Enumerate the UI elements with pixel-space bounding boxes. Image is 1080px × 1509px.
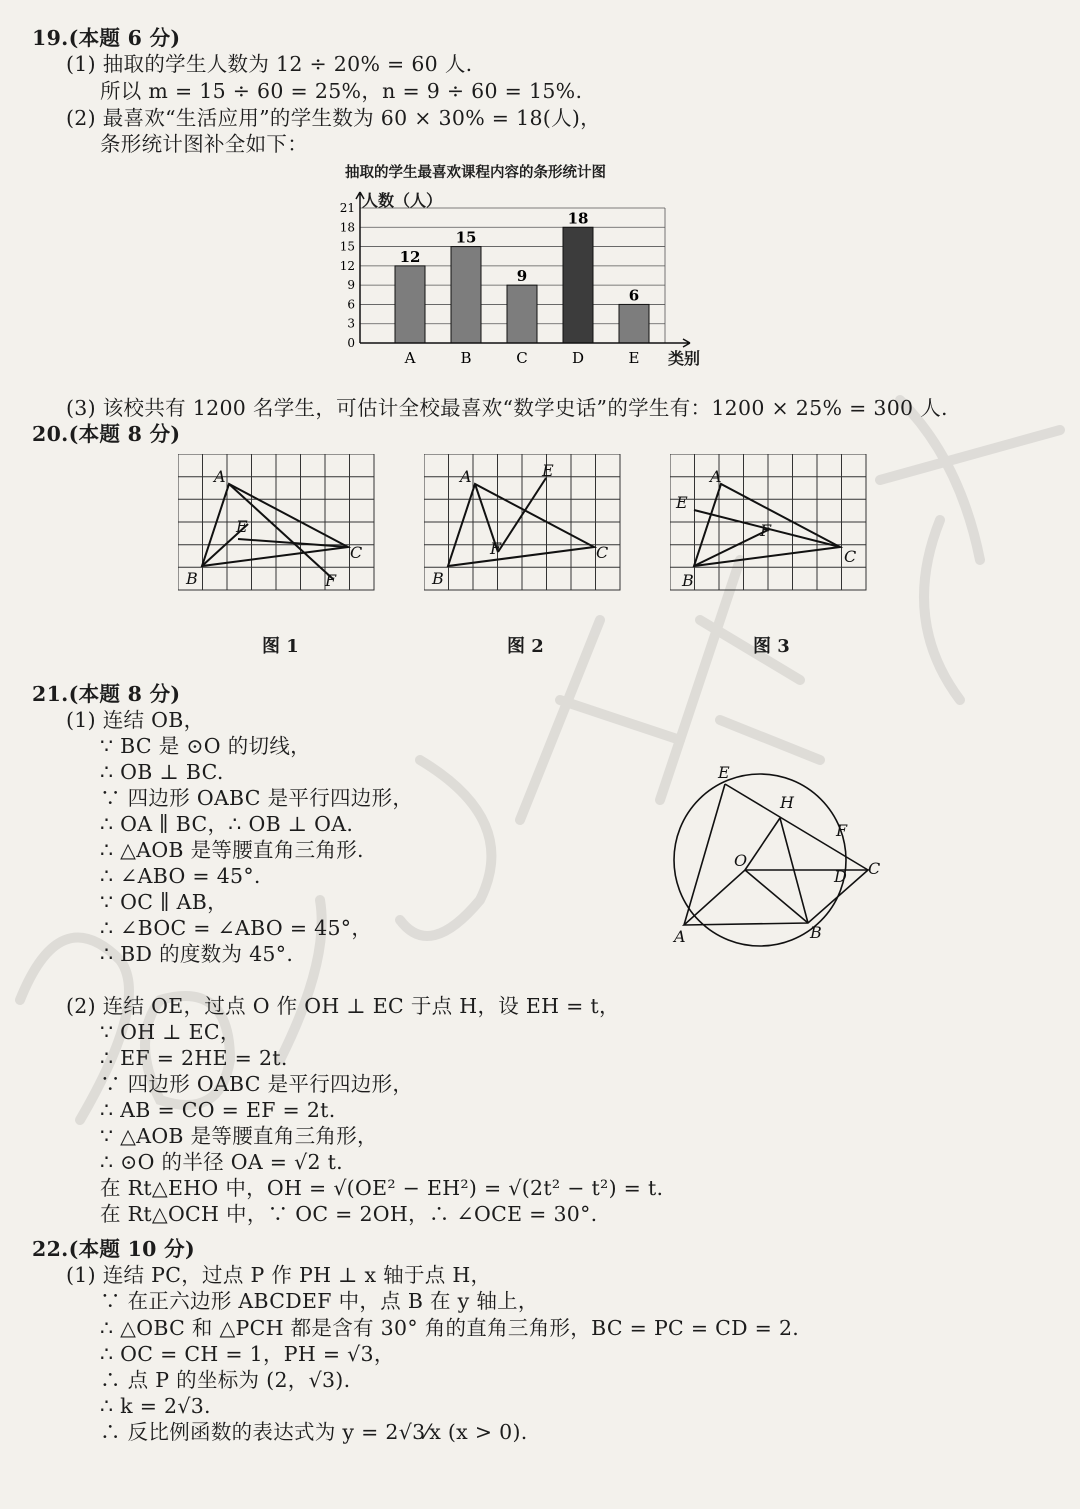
circle-label-h: H	[780, 793, 794, 812]
q19-part3: (3) 该校共有 1200 名学生，可估计全校最喜欢“数学史话”的学生有：1200 × 25% = 300 人.	[66, 396, 948, 420]
fig3-label-c: C	[844, 547, 857, 566]
q21-line: ∵ OC ∥ AB，	[100, 890, 228, 914]
category-label: A	[404, 349, 416, 367]
circle-label-b: B	[810, 923, 822, 942]
q19-header: 19.(本题 6 分)	[32, 26, 181, 50]
fig3-label-a: A	[710, 467, 722, 486]
y-axis	[356, 192, 364, 343]
q19-part1b: 所以 m = 15 ÷ 60 = 25%，n = 9 ÷ 60 = 15%.	[100, 79, 583, 103]
grid-figure-2	[424, 454, 624, 594]
y-tick-label: 0	[347, 336, 355, 350]
fig2-caption: 图 2	[507, 636, 544, 657]
y-tick-label: 9	[347, 278, 355, 293]
q21-line: ∵ OH ⊥ EC，	[100, 1020, 241, 1044]
q19-part1: (1) 抽取的学生人数为 12 ÷ 20% = 60 人.	[66, 52, 473, 76]
q21-line: (1) 连结 OB，	[66, 708, 205, 732]
fig2-label-b: B	[432, 569, 444, 588]
category-label: C	[516, 349, 528, 367]
watermark-text: 2019金华中考	[0, 0, 7, 1]
y-tick-label: 15	[339, 239, 355, 254]
q21-line: (2) 连结 OE，过点 O 作 OH ⊥ EC 于点 H，设 EH = t，	[66, 994, 620, 1018]
bar-value-label: 18	[567, 209, 589, 228]
q21-line: ∵ 四边形 OABC 是平行四边形，	[100, 786, 414, 810]
fig1-label-f: F	[325, 571, 337, 590]
q19-part2: (2) 最喜欢“生活应用”的学生数为 60 × 30% = 18(人)，	[66, 106, 601, 130]
circle-label-d: D	[834, 867, 847, 886]
bar-value-label: 6	[628, 286, 640, 305]
q21-line: ∴ BD 的度数为 45°.	[100, 942, 294, 966]
y-tick-label: 18	[339, 220, 355, 235]
q21-line: ∴ AB = CO = EF = 2t.	[100, 1098, 336, 1122]
y-tick-label: 12	[339, 258, 355, 273]
fig1-caption: 图 1	[262, 636, 299, 657]
category-label: D	[571, 349, 585, 367]
bar-e	[619, 304, 649, 343]
bar-value-label: 12	[399, 247, 421, 266]
fig1-label-b: B	[186, 569, 198, 588]
fig1-label-e: E	[236, 517, 248, 536]
q22-line: ∴ 反比例函数的表达式为 y = 2√3⁄x (x > 0).	[100, 1420, 528, 1444]
q21-line: ∴ OB ⊥ BC.	[100, 760, 224, 784]
fig2-label-c: C	[596, 543, 609, 562]
fig2-label-f: F	[490, 539, 502, 558]
fig1-label-a: A	[214, 467, 226, 486]
fig3-label-b: B	[682, 571, 694, 590]
q21-line: ∴ ∠ABO = 45°.	[100, 864, 261, 888]
y-axis-label: 人数（人）	[362, 191, 443, 210]
q22-line: ∴ 点 P 的坐标为 (2，√3).	[100, 1368, 351, 1392]
q19-part2b: 条形统计图补全如下：	[100, 132, 308, 156]
q22-line: ∵ 在正六边形 ABCDEF 中，点 B 在 y 轴上，	[100, 1289, 539, 1313]
y-tick-label: 21	[339, 201, 355, 215]
bar-value-label: 15	[455, 228, 477, 247]
circle-label-f: F	[836, 821, 848, 840]
y-tick-label: 6	[347, 297, 355, 312]
q21-header: 21.(本题 8 分)	[32, 682, 181, 706]
x-axis-label: 类别	[668, 349, 701, 368]
fig1-label-c: C	[350, 543, 363, 562]
q21-line: ∵ △AOB 是等腰直角三角形，	[100, 1124, 378, 1148]
q22-line: ∴ k = 2√3.	[100, 1394, 211, 1418]
q21-line: ∴ EF = 2HE = 2t.	[100, 1046, 288, 1070]
q20-header: 20.(本题 8 分)	[32, 422, 181, 446]
circle-label-o: O	[734, 851, 748, 870]
bar-chart	[330, 188, 710, 378]
q22-header: 22.(本题 10 分)	[32, 1237, 195, 1261]
bar-c	[507, 285, 537, 343]
grid-figure-3	[670, 454, 870, 594]
bar-value-label: 9	[516, 267, 528, 286]
y-tick-label: 3	[347, 316, 355, 331]
bar-a	[395, 266, 425, 343]
q21-line: ∴ OA ∥ BC，∴ OB ⊥ OA.	[100, 812, 354, 836]
q21-line: ∵ BC 是 ⊙O 的切线，	[100, 734, 311, 758]
fig3-caption: 图 3	[753, 636, 790, 657]
fig2-label-e: E	[542, 461, 554, 480]
bar-b	[451, 247, 481, 343]
chart-title: 抽取的学生最喜欢课程内容的条形统计图	[345, 164, 606, 181]
circle-label-a: A	[674, 927, 686, 946]
q22-line: ∴ OC = CH = 1，PH = √3，	[100, 1342, 395, 1366]
q21-line: 在 Rt△EHO 中，OH = √(OE² − EH²) = √(2t² − t²) = t.	[100, 1176, 664, 1200]
q22-line: ∴ △OBC 和 △PCH 都是含有 30° 角的直角三角形，BC = PC = CD = 2.	[100, 1316, 800, 1340]
category-label: E	[628, 349, 640, 367]
circle-figure	[660, 760, 900, 960]
fig3-label-f: F	[760, 521, 772, 540]
circle-label-e: E	[718, 763, 730, 782]
q21-line: ∴ ⊙O 的半径 OA = √2 t.	[100, 1150, 343, 1174]
q21-line: ∴ △AOB 是等腰直角三角形.	[100, 838, 364, 862]
category-label: B	[460, 349, 472, 367]
q22-line: (1) 连结 PC，过点 P 作 PH ⊥ x 轴于点 H，	[66, 1263, 492, 1287]
grid-figure-1	[178, 454, 378, 594]
circle-label-c: C	[868, 859, 881, 878]
q21-line: ∴ ∠BOC = ∠ABO = 45°，	[100, 916, 373, 940]
fig3-label-e: E	[676, 493, 688, 512]
q21-line: 在 Rt△OCH 中，∵ OC = 2OH，∴ ∠OCE = 30°.	[100, 1202, 598, 1226]
q21-line: ∵ 四边形 OABC 是平行四边形，	[100, 1072, 414, 1096]
bar-d	[563, 227, 593, 343]
fig2-label-a: A	[460, 467, 472, 486]
